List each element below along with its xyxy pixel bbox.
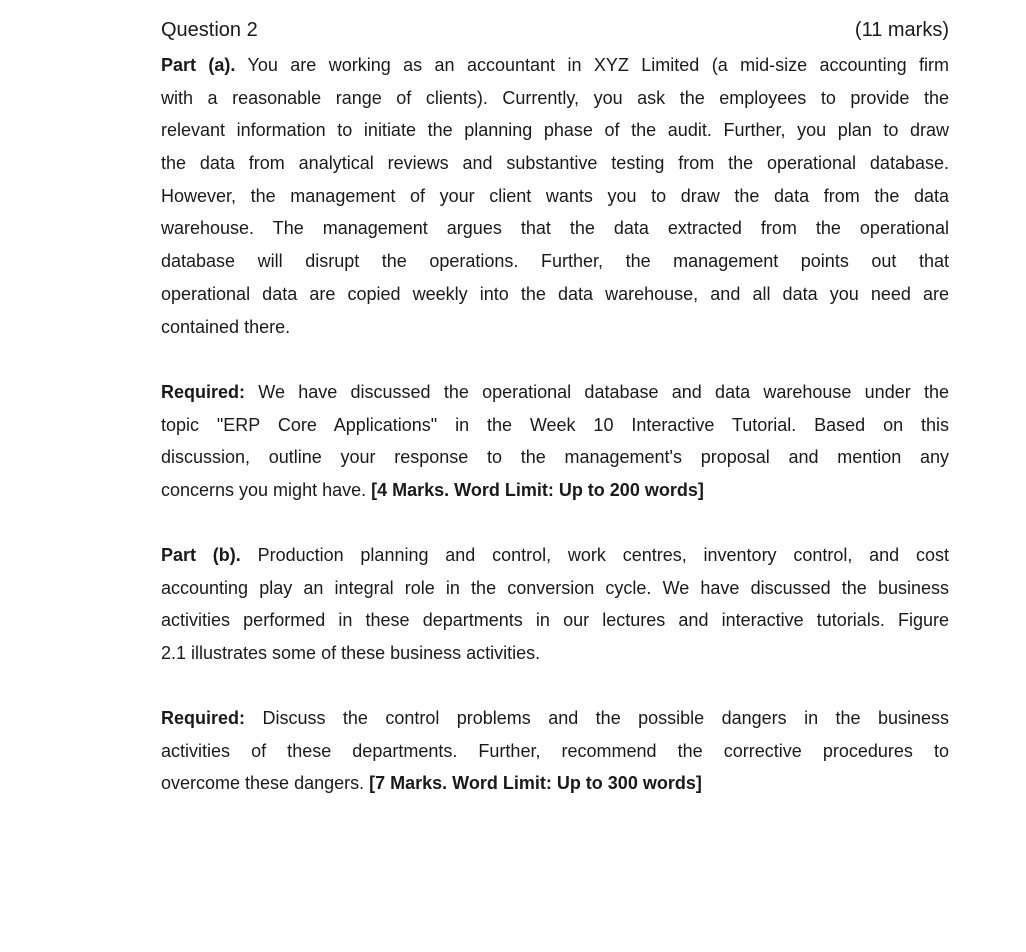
text-line: contained there. [161,316,291,337]
word-limit-a: [4 Marks. Word Limit: Up to 200 words] [371,480,704,501]
text-line: Required: Discuss the control problems and the possible dangers in the business [161,708,949,728]
required-label: Required: [161,708,246,728]
part-b-paragraph [161,539,949,670]
text-line: activities of these departments. Further, recommend the corrective procedures to [161,740,949,761]
text-line: accounting play an integral role in the conversion cycle. We have discussed the business [161,577,949,598]
text-line: overcome these dangers. [7 Marks. Word Limit: Up to 300 words] [161,773,702,794]
required-b-paragraph [161,702,949,800]
text-line: database will disrupt the operations. Further, the management points out that [161,251,949,272]
text-line: Required: We have discussed the operational database and data warehouse under the [161,382,949,402]
text-line: Part (a). You are working as an accountant in XYZ Limited (a mid-size accounting firm [161,55,949,75]
text-line: However, the management of your client wants you to draw the data from the data [161,185,949,206]
text-line: 2.1 illustrates some of these business activities. [161,643,541,664]
question-header [161,19,949,47]
part-a-paragraph [161,49,949,343]
text-line: relevant information to initiate the planning phase of the audit. Further, you plan to draw [161,120,949,141]
text-line: the data from analytical reviews and substantive testing from the operational database. [161,153,949,174]
text-line: operational data are copied weekly into the data warehouse, and all data you need are [161,283,949,304]
part-a-label: Part (a). [161,55,236,75]
text-line: activities performed in these departments in our lectures and interactive tutorials. Figure [161,610,949,631]
part-b-label: Part (b). [161,545,241,565]
required-label: Required: [161,382,246,402]
text-line: topic "ERP Core Applications" in the Week 10 Interactive Tutorial. Based on this [161,414,949,435]
text-line: discussion, outline your response to the management's proposal and mention any [161,447,949,468]
required-a-paragraph [161,376,949,507]
question-marks: (11 marks) [854,19,949,41]
text-line: warehouse. The management argues that the data extracted from the operational [161,218,949,239]
question-title: Question 2 [161,19,258,41]
word-limit-b: [7 Marks. Word Limit: Up to 300 words] [369,773,702,794]
text-line: concerns you might have. [4 Marks. Word Limit: Up to 200 words] [161,480,704,501]
text-line: with a reasonable range of clients). Currently, you ask the employees to provide the [161,87,949,108]
text-line: Part (b). Production planning and control, work centres, inventory control, and cost [161,545,949,565]
